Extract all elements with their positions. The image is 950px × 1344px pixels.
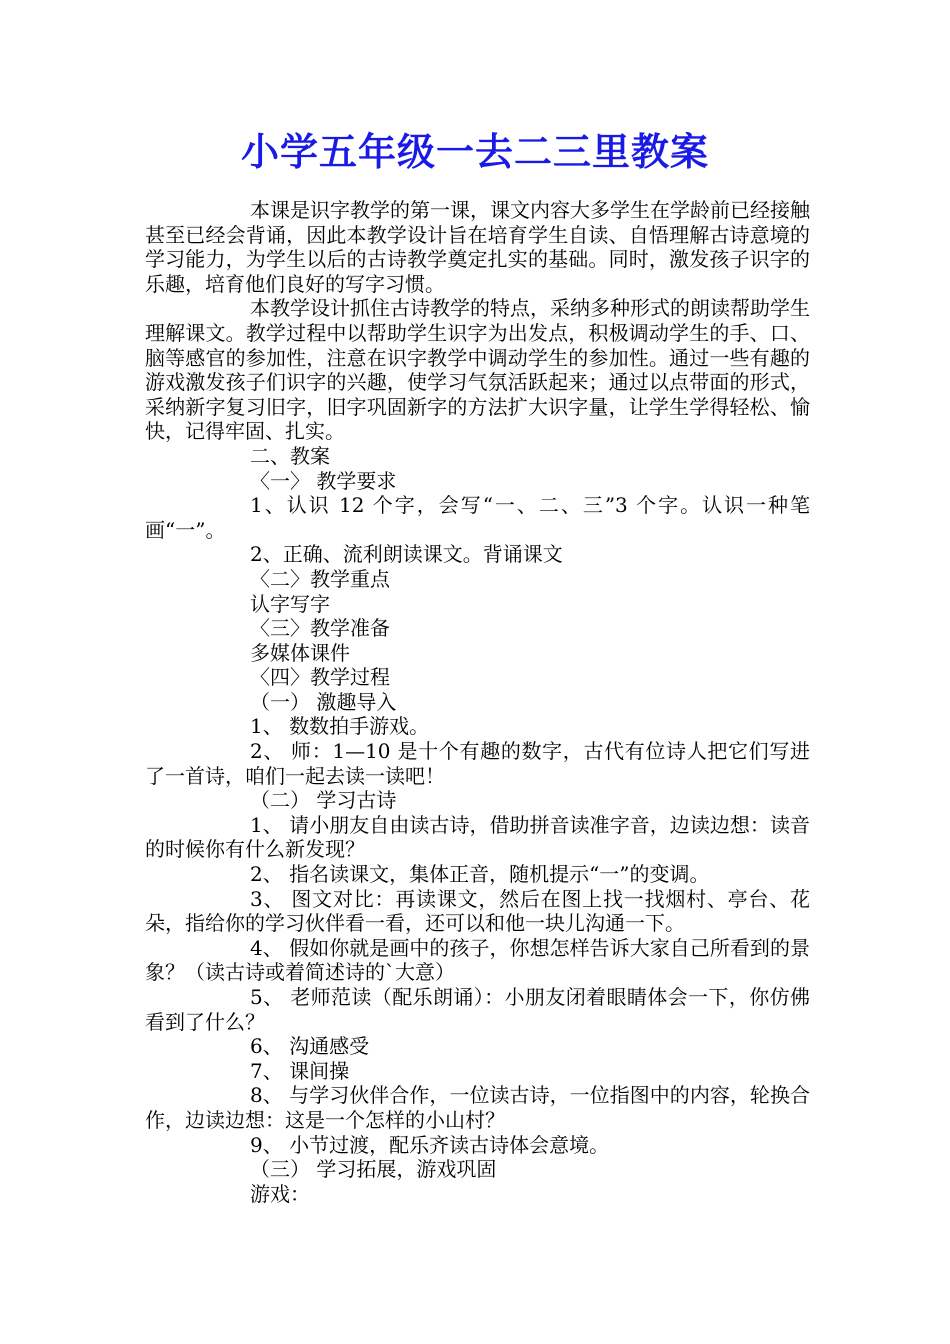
teaching-focus-text: 认字写字 (250, 591, 330, 616)
learn-poem-item-8: 8、 与学习伙伴合作，一位读古诗，一位指图中的内容，轮换合作，边读边想：这是一个怎样的小山村？ (145, 1083, 810, 1132)
warm-up-item-2: 2、 师：1—10 是十个有趣的数字，古代有位诗人把它们写进了一首诗，咱们一起去读一读吧！ (145, 739, 810, 788)
step-heading-learn-poem: （二） 学习古诗 (250, 788, 397, 813)
learn-poem-item-7: 7、 课间操 (250, 1058, 350, 1083)
game-label: 游戏： (250, 1181, 310, 1206)
subheading-teaching-process: 〈四〉教学过程 (250, 665, 390, 690)
subheading-teaching-requirements: 〈一〉 教学要求 (250, 468, 397, 493)
learn-poem-item-5: 5、 老师范读（配乐朗诵）：小朋友闭着眼睛体会一下，你仿佛看到了什么？ (145, 985, 810, 1034)
learn-poem-item-9: 9、 小节过渡，配乐齐读古诗体会意境。 (250, 1132, 610, 1157)
intro-paragraph-2: 本教学设计抓住古诗教学的特点，采纳多种形式的朗读帮助学生理解课文。教学过程中以帮助学生识字为出发点，积极调动学生的手、口、脑等感官的参加性，注意在识字教学中调动学生的参加性。通过一些有趣的游戏激发孩子们识字的兴趣，使学习气氛活跃起来；通过以点带面的形式，采纳新字复习旧字，旧字巩固新字的方法扩大识字量，让学生学得轻松、愉快，记得牢固、扎实。 (145, 296, 810, 444)
warm-up-item-1: 1、 数数拍手游戏。 (250, 714, 430, 739)
learn-poem-item-2: 2、 指名读课文，集体正音，随机提示“一”的变调。 (250, 862, 710, 887)
requirement-item-2: 2、正确、流利朗读课文。背诵课文 (250, 542, 563, 567)
requirement-item-1: 1、认识 12 个字，会写“一、二、三”3 个字。认识一种笔画“一”。 (145, 493, 810, 542)
subheading-teaching-preparation: 〈三〉教学准备 (250, 616, 390, 641)
learn-poem-item-3: 3、 图文对比：再读课文，然后在图上找一找烟村、亭台、花朵，指给你的学习伙伴看一看，还可以和他一块儿沟通一下。 (145, 886, 810, 936)
teaching-preparation-text: 多媒体课件 (250, 640, 350, 665)
step-heading-warm-up: （一） 激趣导入 (250, 689, 397, 714)
learn-poem-item-4: 4、 假如你就是画中的孩子，你想怎样告诉大家自己所看到的景象？（读古诗或着简述诗的`大意） (145, 935, 810, 985)
document-body (145, 198, 810, 1206)
learn-poem-item-1: 1、 请小朋友自由读古诗，借助拼音读准字音，边读边想：读音的时候你有什么新发现？ (145, 812, 810, 862)
subheading-teaching-focus: 〈二〉教学重点 (250, 566, 390, 591)
section-heading-lesson-plan: 二、教案 (250, 443, 330, 468)
step-heading-extension-game: （三） 学习拓展，游戏巩固 (250, 1157, 497, 1182)
learn-poem-item-6: 6、 沟通感受 (250, 1034, 370, 1059)
document-title: 小学五年级一去二三里教案 (240, 129, 709, 174)
intro-paragraph-1: 本课是识字教学的第一课，课文内容大多学生在学龄前已经接触甚至已经会背诵，因此本教学设计旨在培育学生自读、自悟理解古诗意境的学习能力，为学生以后的古诗教学奠定扎实的基础。同时，激发孩子识字的乐趣，培育他们良好的写字习惯。 (145, 198, 810, 296)
